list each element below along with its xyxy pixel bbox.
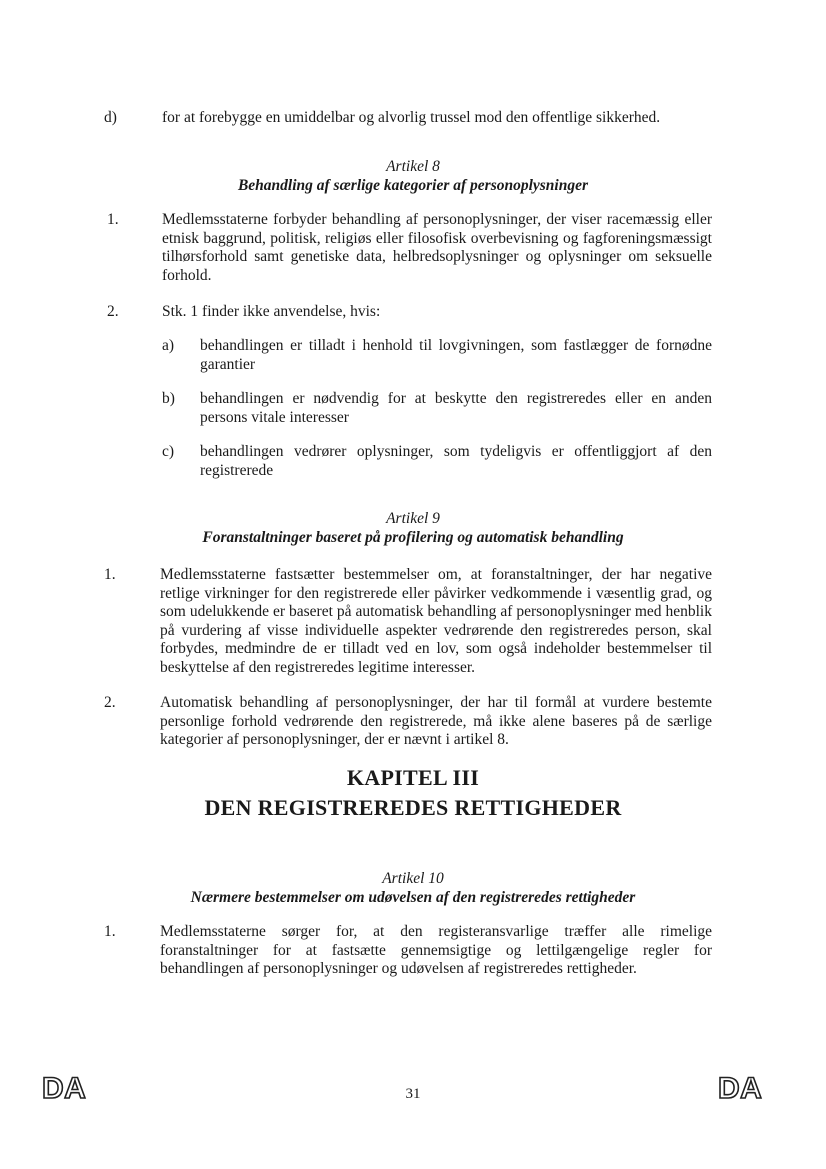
paragraph-number: 1. — [104, 923, 116, 940]
paragraph-text: Medlemsstaterne fastsætter bestemmelser om, at foranstaltninger, der har negative retlige virkninger for den registrerede eller påvirker vedkommende i væsentlig grad, og som udelukkende er baseret på automatisk behandling af personoplysninger med henblik på vurdering af visse individuelle aspekter vedrørende den registreredes person, skal forbydes, medmindre de er tilladt ved en lov, som også indeholder bestemmelser til beskyttelse af den registreredes legitime interesser. — [160, 566, 712, 676]
list-item-label: a) — [162, 337, 175, 354]
item-label: d) — [104, 109, 117, 126]
list-item-text: behandlingen vedrører oplysninger, som tydeligvis er offentliggjort af den registrerede — [200, 443, 712, 479]
paragraph-number: 2. — [104, 694, 116, 711]
article-10-subtitle: Nærmere bestemmelser om udøvelsen af den registreredes rettigheder — [190, 889, 636, 906]
paragraph-text: Medlemsstaterne sørger for, at den registeransvarlige træffer alle rimelige foranstaltninger for at fastsætte gennemsigtige og lettilgængelige regler for behandlingen af personoplysninger og udøvelsen af registreredes rettigheder. — [160, 923, 712, 978]
article-10-title: Artikel 10 — [382, 870, 444, 887]
list-item-label: b) — [162, 390, 175, 407]
paragraph-text: Stk. 1 finder ikke anvendelse, hvis: — [162, 303, 381, 320]
paragraph-text: Medlemsstaterne forbyder behandling af personoplysninger, der viser racemæssig eller etnisk baggrund, politisk, religiøs eller filosofisk overbevisning og fagforeningsmæssigt tilhørsforhold samt genetiske data, helbredsoplysninger og oplysninger om seksuelle forhold. — [162, 211, 712, 284]
list-item-label: c) — [162, 443, 175, 460]
article-9-title: Artikel 9 — [386, 510, 440, 527]
list-item-text: behandlingen er tilladt i henhold til lovgivningen, som fastlægger de fornødne garantier — [200, 337, 712, 373]
paragraph-number: 2. — [107, 303, 119, 320]
chapter-number: KAPITEL III — [346, 765, 480, 790]
language-code-left: DA — [42, 1072, 87, 1105]
chapter-title: DEN REGISTREREDES RETTIGHEDER — [204, 795, 622, 820]
paragraph-number: 1. — [107, 211, 119, 228]
paragraph-text: Automatisk behandling af personoplysninger, der har til formål at vurdere bestemte personlige forhold vedrørende den registrerede, må ikke alene baseres på de særlige kategorier af personoplysninger, der er nævnt i artikel 8. — [160, 694, 712, 749]
article-8-subtitle: Behandling af særlige kategorier af personoplysninger — [237, 177, 589, 194]
article-8-title: Artikel 8 — [386, 158, 440, 175]
list-item-text: behandlingen er nødvendig for at beskytte den registreredes eller en anden persons vitale interesser — [200, 390, 712, 426]
item-text: for at forebygge en umiddelbar og alvorlig trussel mod den offentlige sikkerhed. — [162, 109, 661, 126]
language-code-right: DA — [718, 1072, 763, 1105]
page-number: 31 — [405, 1086, 421, 1102]
article-9-subtitle: Foranstaltninger baseret på profilering og automatisk behandling — [202, 529, 624, 546]
paragraph-number: 1. — [104, 566, 116, 583]
